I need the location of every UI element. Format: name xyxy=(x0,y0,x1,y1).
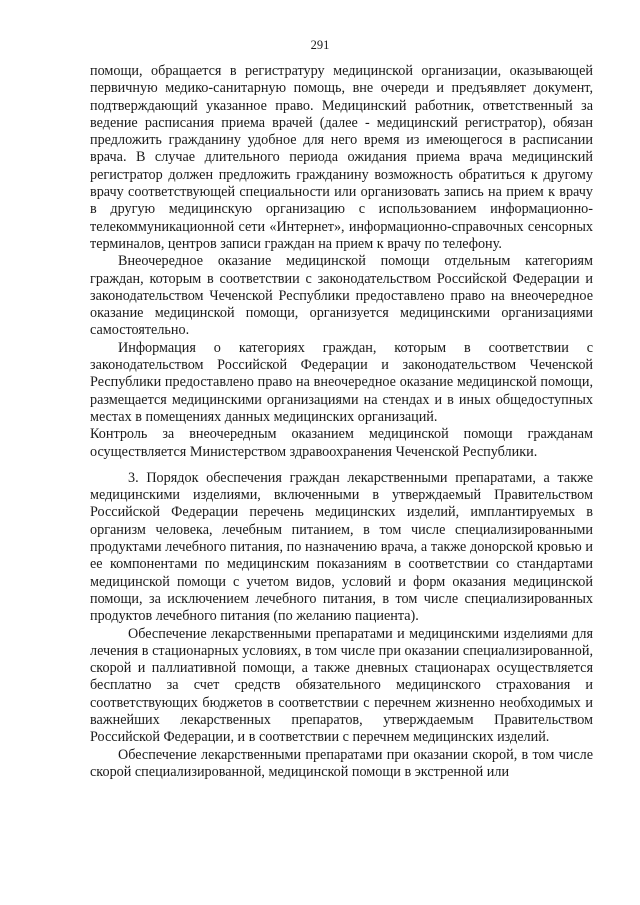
document-body xyxy=(90,63,593,781)
paragraph-priority-control: Контроль за внеочередным оказанием медицинской помощи гражданам осуществляется Министерством здравоохранения Чеченской Республики. xyxy=(90,426,593,460)
page-number: 291 xyxy=(310,38,330,52)
paragraph-emergency-supply: Обеспечение лекарственными препаратами при оказании скорой, в том числе скорой специализированной, медицинской помощи в экстренной или xyxy=(90,746,593,780)
paragraph-priority-information: Информация о категориях граждан, которым в соответствии с законодательством Российской Федерации и законодательством Чеченской Республики предоставлено право на внеочередное оказание медицинской помощи, размещается медицинскими организациями на стендах и в иных общедоступных местах в помещениях данных медицинских организаций. xyxy=(90,339,593,425)
paragraph-inpatient-supply: Обеспечение лекарственными препаратами и медицинскими изделиями для лечения в стационарных условиях, в том числе при оказании специализированной, скорой и паллиативной помощи, а также дневных стационарах осуществляется бесплатно за счет средств обязательного медицинского страхования и соответствующих бюджетов в соответствии с перечнем жизненно необходимых и важнейших лекарственных препаратов, утверждаемым Правительством Российской Федерации, и в соответствии с перечнем медицинских изделий. xyxy=(90,625,593,746)
paragraph-appointment-procedure: помощи, обращается в регистратуру медицинской организации, оказывающей первичную медико-санитарную помощь, вне очереди и предъявляет документ, подтверждающий указанное право. Медицинский работник, ответственный за ведение расписания приема врачей (далее - медицинский регистратор), обязан предложить гражданину удобное для него время из имеющегося в расписании врача. В случае длительного периода ожидания приема врача медицинский регистратор должен предложить гражданину возможность обратиться к другому врачу соответствующей специальности или организовать запись на прием к врачу в другую медицинскую организацию с использованием информационно-телекоммуникационной сети «Интернет», информационно-справочных сенсорных терминалов, центров записи граждан на прием к врачу по телефону. xyxy=(90,63,593,252)
paragraph-section-3-heading: 3. Порядок обеспечения граждан лекарственными препаратами, а также медицинскими изделиями, включенными в утверждаемый Правительством Российской Федерации перечень медицинских изделий, имплантируемых в организм человека, лечебным питанием, в том числе специализированными продуктами лечебного питания, по назначению врача, а также донорской кровью и ее компонентами по медицинским показаниям в соответствии со стандартами медицинской помощи с учетом видов, условий и форм оказания медицинской помощи, за исключением лечебного питания, в том числе специализированных продуктов лечебного питания (по желанию пациента). xyxy=(90,469,593,625)
paragraph-priority-care: Внеочередное оказание медицинской помощи отдельным категориям граждан, которым в соответствии с законодательством Российской Федерации и законодательством Чеченской Республики предоставлено право на внеочередное оказание медицинской помощи, организуется медицинскими организациями самостоятельно. xyxy=(90,253,593,339)
